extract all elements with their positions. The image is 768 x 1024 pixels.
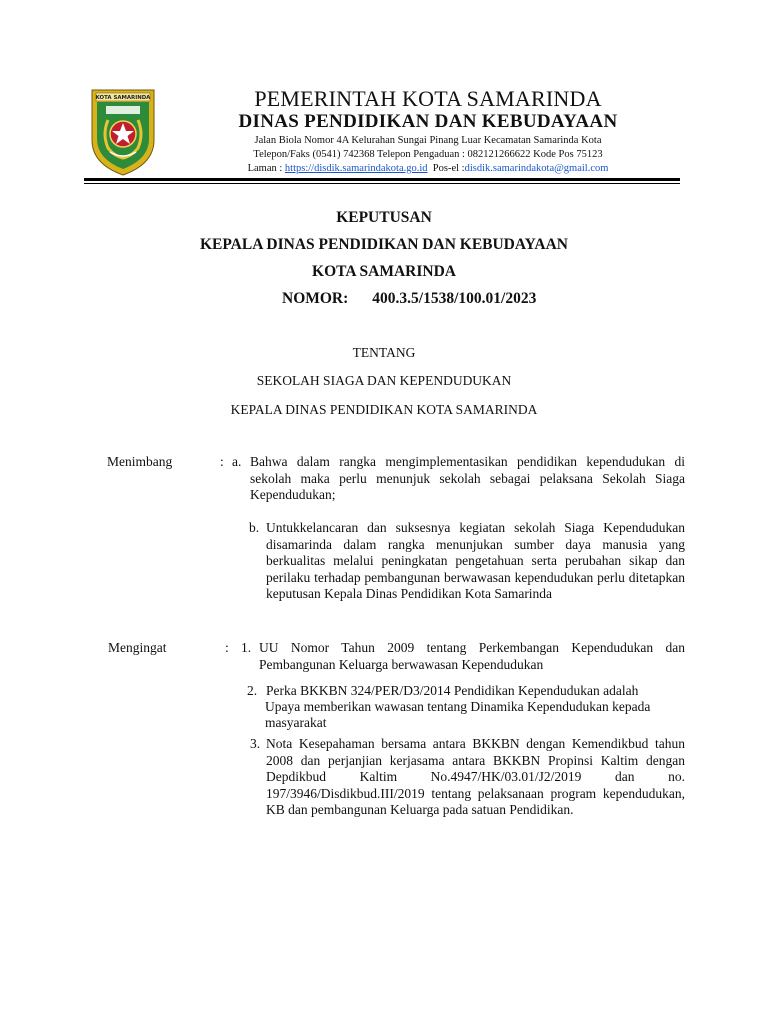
mengingat-1-marker: 1.: [241, 640, 252, 655]
mengingat-label: Mengingat: [108, 640, 167, 655]
laman-label: Laman :: [247, 163, 285, 174]
mengingat-2-marker: 2.: [247, 683, 258, 698]
nomor-label: NOMOR:: [282, 290, 349, 307]
menimbang-label: Menimbang: [107, 454, 173, 469]
mengingat-1-text: UU Nomor Tahun 2009 tentang Perkembangan Kependudukan dan Pembangunan Keluarga berwawasan Kependudukan: [259, 640, 685, 672]
menimbang-colon: :: [220, 454, 224, 469]
agency-address: Jalan Biola Nomor 4A Kelurahan Sungai Pinang Luar Kecamatan Samarinda Kota: [254, 135, 602, 146]
letterhead-rule-thin: [84, 183, 680, 184]
mengingat-3-marker: 3.: [250, 736, 261, 751]
menimbang-a-body: Bahwa dalam rangka mengimplementasikan pendidikan kependudukan di sekolah maka perlu menunjuk sekolah sebagai pelaksana Sekolah Siaga Kependudukan;: [250, 454, 685, 502]
mengingat-2-line2: Upaya memberikan wawasan tentang Dinamika Kependudukan kepada: [265, 699, 651, 714]
menimbang-a-marker: a.: [232, 454, 242, 469]
menimbang-b-marker: b.: [249, 520, 260, 535]
email-link[interactable]: disdik.samarindakota@gmail.com: [464, 163, 609, 174]
menimbang-a-text: [250, 454, 685, 504]
tentang-heading: TENTANG: [352, 345, 416, 360]
agency-phone: Telepon/Faks (0541) 742368 Telepon Pengaduan : 082121266622 Kode Pos 75123: [253, 149, 603, 160]
mengingat-colon: :: [225, 640, 229, 655]
website-link[interactable]: https://disdik.samarindakota.go.id: [284, 163, 428, 174]
city-emblem-logo: [86, 86, 160, 178]
city-heading: KOTA SAMARINDA: [312, 263, 456, 280]
posel-label: Pos-el :: [427, 163, 465, 174]
menimbang-b-text: Untukkelancaran dan suksesnya kegiatan sekolah Siaga Kependudukan disamarinda dalam rangka menunjukan sumber daya manusia yang berkualitas melalui peningkatan pengetahuan serta perubahan sikap dan perilaku terhadap pembangunan berwawasan kependudukan perlu ditetapkan keputusan Kepala Dinas Pendidikan Kota Samarinda: [266, 520, 685, 601]
mengingat-2-line1: Perka BKKBN 324/PER/D3/2014 Pendidikan Kependudukan adalah: [266, 683, 639, 698]
subject-issuer: KEPALA DINAS PENDIDIKAN KOTA SAMARINDA: [230, 402, 538, 417]
agency-contact: [196, 163, 660, 174]
svg-text:KOTA SAMARINDA: KOTA SAMARINDA: [95, 95, 151, 102]
mengingat-2-line3: masyarakat: [265, 715, 327, 730]
nomor-value: 400.3.5/1538/100.01/2023: [372, 290, 537, 307]
agency-name: DINAS PENDIDIKAN DAN KEBUDAYAAN: [238, 111, 618, 132]
document-type-heading: KEPUTUSAN: [336, 209, 432, 226]
letterhead-rule-thick: [84, 178, 680, 181]
issuer-heading: KEPALA DINAS PENDIDIKAN DAN KEBUDAYAAN: [199, 236, 569, 253]
government-name: PEMERINTAH KOTA SAMARINDA: [254, 86, 602, 111]
decree-number: [282, 290, 536, 308]
subject-topic: SEKOLAH SIAGA DAN KEPENDUDUKAN: [256, 373, 512, 388]
mengingat-3-text: Nota Kesepahaman bersama antara BKKBN dengan Kemendikbud tahun 2008 dan perjanjian kerjasama antara BKKBN Propinsi Kaltim dengan Depdikbud Kaltim No.4947/HK/03.01/J2/2019 dan no. 197/3946/Disdikbud.III/2019 tentang pelaksanaan program kependudukan, KB dan pembangunan Keluarga pada satuan Pendidikan.: [266, 736, 685, 817]
